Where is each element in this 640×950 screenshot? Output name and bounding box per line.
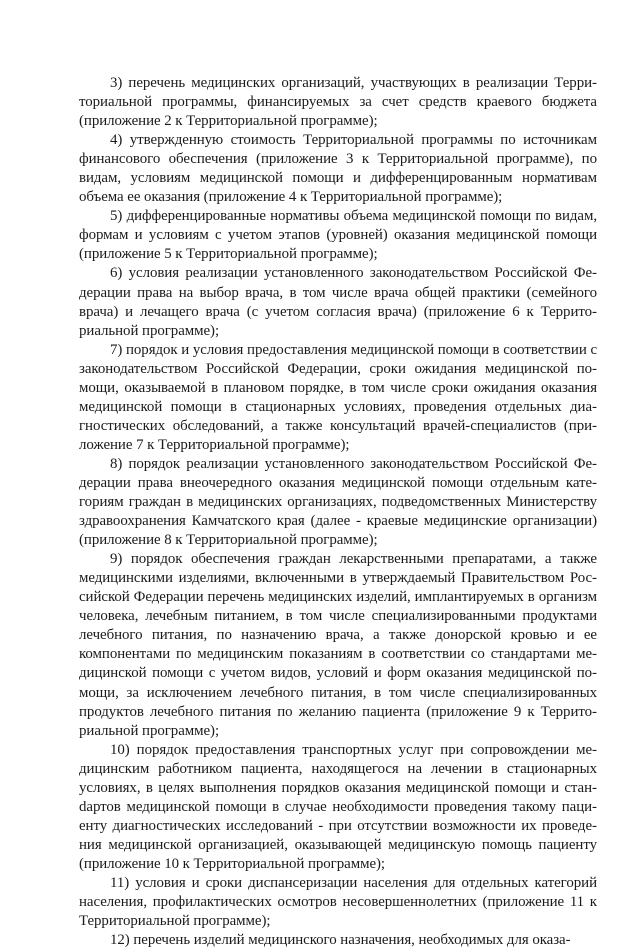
document-body — [79, 74, 597, 950]
paragraph-item-5: 5) дифференцированные нормативы объема медицинской помощи по видам, формам и условиям с учетом этапов (уровней) оказания медицинской помощи (приложение 5 к Территориальной программе); — [79, 208, 597, 263]
paragraph-item-6: 6) условия реализации установленного законодательством Российской Федерации права на выбор врача, в том числе врача общей практики (семейного врача) и лечащего врача (с учетом согласия врача) (приложение 6 к Территориальной программе); — [79, 265, 597, 339]
paragraph-item-12: 12) перечень изделий медицинского назначения, необходимых для оказа- — [110, 932, 571, 949]
paragraph-item-9: 9) порядок обеспечения граждан лекарственными препаратами, а также медицинскими изделиями, включенными в утверждаемый Правительством Российской Федерации перечень медицинских изделий, имплантируемых в организм человека, лечебным питанием, в том числе специализированными продуктами лечебного питания, по назначению врача, а также донорской кровью и ее компонентами по медицинским показаниям в соответствии со стандартами медицинской помощи с учетом видов, условий и форм оказания медицинской помощи, за исключением лечебного питания, в том числе специализированных продуктов лечебного питания по желанию пациента (приложение 9 к Территориальной программе); — [79, 551, 597, 739]
paragraph-item-10: 10) порядок предоставления транспортных услуг при сопровождении медицинским работником пациента, находящегося на лечении в стационарных условиях, в целях выполнения порядков оказания медицинской помощи и станdартов медицинской помощи в случае необходимости проведения такому пациенту диагностических исследований - при отсутствии возможности их проведения медицинской организацией, оказывающей медицинскую помощь пациенту (приложение 10 к Территориальной программе); — [79, 741, 597, 872]
paragraph-item-7: 7) порядок и условия предоставления медицинской помощи в соответствии с законодательством Российской Федерации, сроки ожидания медицинской помощи, оказываемой в плановом порядке, в том числе сроки ожидания оказания медицинской помощи в стационарных условиях, проведения отдельных диагностических обследований, а также консультаций врачей-специалистов (приложение 7 к Территориальной программе); — [79, 341, 597, 453]
paragraph-item-3: 3) перечень медицинских организаций, участвующих в реализации Территориальной программы, финансируемых за счет средств краевого бюджета (приложение 2 к Территориальной программе); — [79, 75, 597, 130]
paragraph-item-4: 4) утвержденную стоимость Территориальной программы по источникам финансового обеспечения (приложение 3 к Территориальной программе), по видам, условиям медицинской помощи и дифференцированным нормативам объема ее оказания (приложение 4 к Территориальной программе); — [79, 132, 597, 206]
paragraph-item-8: 8) порядок реализации установленного законодательством Российской Федерации права внеочередного оказания медицинской помощи отдельным категориям граждан в медицинских организациях, подведомственных Министерству здравоохранения Камчатского края (далее - краевые медицинские организации) (приложение 8 к Территориальной программе); — [79, 455, 597, 549]
paragraph-item-11: 11) условия и сроки диспансеризации населения для отдельных категорий населения, профилактических осмотров несовершеннолетних (приложение 11 к Территориальной программе); — [79, 874, 597, 930]
